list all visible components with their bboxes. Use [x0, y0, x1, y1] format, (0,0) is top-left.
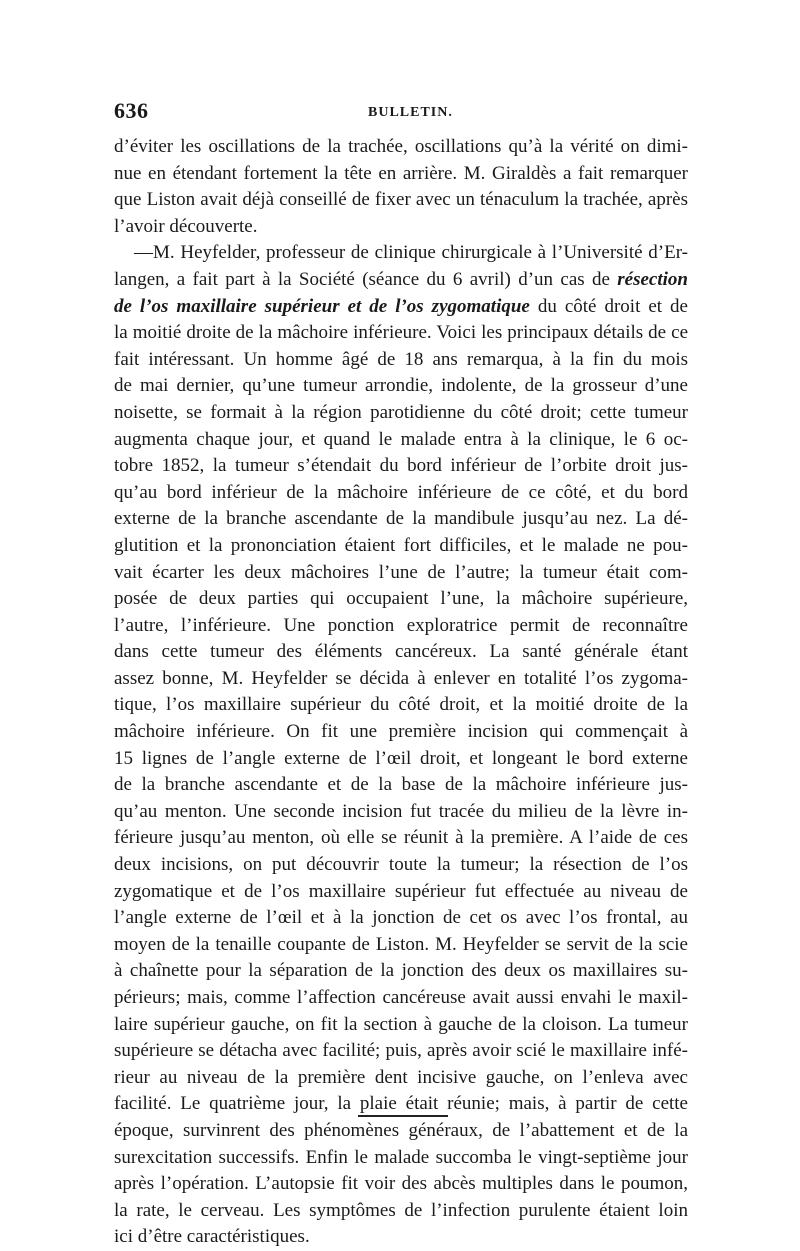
- text-line: externe de la branche ascendante de la mandibule jusqu’au nez. La dé-: [114, 508, 688, 530]
- text-line: qu’au bord inférieur de la mâchoire inférieure de ce côté, et du bord: [114, 481, 688, 503]
- text-line: de la branche ascendante et de la base de la mâchoire inférieure jus-: [114, 774, 688, 796]
- text-line: de l’os maxillaire supérieur et de l’os zygomatique du côté droit et de: [114, 295, 688, 317]
- text-line: assez bonne, M. Heyfelder se décida à enlever en totalité l’os zygoma-: [114, 667, 688, 689]
- text-line: ici d’être caractéristiques.: [114, 1226, 310, 1248]
- paragraph: [114, 134, 688, 240]
- text-line: vait écarter les deux mâchoires l’une de l’autre; la tumeur était com-: [114, 561, 688, 583]
- text-line: dans cette tumeur des éléments cancéreux. La santé générale étant: [114, 641, 688, 663]
- text-line: l’angle externe de l’œil et à la jonction de cet os avec l’os frontal, au: [114, 907, 688, 929]
- text-line: férieure jusqu’au menton, où elle se réunit à la première. A l’aide de ces: [114, 827, 688, 849]
- text-line: périeurs; mais, comme l’affection cancéreuse avait aussi envahi le maxil-: [114, 987, 688, 1008]
- text-line: tique, l’os maxillaire supérieur du côté droit, et la moitié droite de la: [114, 694, 688, 716]
- text-line: mâchoire inférieure. On fit une première incision qui commençait à: [114, 721, 688, 743]
- text-line: supérieure se détacha avec facilité; puis, après avoir scié le maxillaire infé-: [114, 1040, 688, 1062]
- text-line: à chaînette pour la séparation de la jonction des deux os maxillaires su-: [114, 960, 688, 982]
- text-line: posée de deux parties qui occupaient l’une, la mâchoire supérieure,: [114, 588, 688, 610]
- text-line: nue en étendant fortement la tête en arrière. M. Giraldès a fait remarquer: [114, 162, 688, 184]
- text-line: tobre 1852, la tumeur s’étendait du bord inférieur de l’orbite droit jus-: [114, 455, 688, 477]
- text-line: que Liston avait déjà conseillé de fixer avec un ténaculum la trachée, après: [114, 189, 688, 211]
- text-line: l’avoir découverte.: [114, 215, 258, 237]
- text-line: la moitié droite de la mâchoire inférieure. Voici les principaux détails de ce: [114, 322, 688, 344]
- text-line: 15 lignes de l’angle externe de l’œil droit, et longeant le bord externe: [114, 747, 688, 769]
- text-line: langen, a fait part à la Société (séance du 6 avril) d’un cas de résection: [114, 268, 688, 290]
- text-line: époque, survinrent des phénomènes généraux, de l’abattement et de la: [114, 1119, 688, 1141]
- text-line: deux incisions, on put découvrir toute la tumeur; la résection de l’os: [114, 854, 688, 876]
- text-line: d’éviter les oscillations de la trachée, oscillations qu’à la vérité on dimi-: [114, 136, 688, 157]
- text-line: de mai dernier, qu’une tumeur arrondie, indolente, de la grosseur d’une: [114, 375, 688, 397]
- text-line: laire supérieur gauche, on fit la section à gauche de la cloison. La tumeur: [114, 1013, 688, 1035]
- text-line: la rate, le cerveau. Les symptômes de l’infection purulente étaient loin: [114, 1199, 688, 1221]
- text-line: surexcitation successifs. Enfin le malade succomba le vingt-septième jour: [114, 1146, 688, 1168]
- text-line: augmenta chaque jour, et quand le malade entra à la clinique, le 6 oc-: [114, 428, 688, 450]
- text-line: —M. Heyfelder, professeur de clinique chirurgicale à l’Université d’Er-: [134, 242, 688, 264]
- text-line: après l’opération. L’autopsie fit voir des abcès multiples dans le poumon,: [114, 1173, 688, 1195]
- text-line: l’autre, l’inférieure. Une ponction exploratrice permit de reconnaître: [114, 614, 688, 636]
- text-line: noisette, se formait à la région parotidienne du côté droit; cette tumeur: [114, 401, 688, 423]
- text-line: moyen de la tenaille coupante de Liston. M. Heyfelder se servit de la scie: [114, 933, 688, 955]
- paragraph: [114, 240, 688, 1251]
- section-divider: [358, 1115, 448, 1117]
- text-line: qu’au menton. Une seconde incision fut tracée du milieu de la lèvre in-: [114, 800, 688, 822]
- text-line: rieur au niveau de la première dent incisive gauche, on l’enleva avec: [114, 1066, 688, 1088]
- text-line: fait intéressant. Un homme âgé de 18 ans remarqua, à la fin du mois: [114, 348, 688, 370]
- text-line: glutition et la prononciation étaient fort difficiles, et le malade ne pou-: [114, 534, 688, 556]
- text-line: facilité. Le quatrième jour, la plaie était réunie; mais, à partir de cette: [114, 1093, 688, 1115]
- text-line: zygomatique et de l’os maxillaire supérieur fut effectuée au niveau de: [114, 880, 688, 902]
- running-head: BULLETIN.: [368, 105, 453, 120]
- page-number: 636: [114, 98, 149, 123]
- page-header: [114, 98, 688, 130]
- article-body: [114, 134, 688, 1251]
